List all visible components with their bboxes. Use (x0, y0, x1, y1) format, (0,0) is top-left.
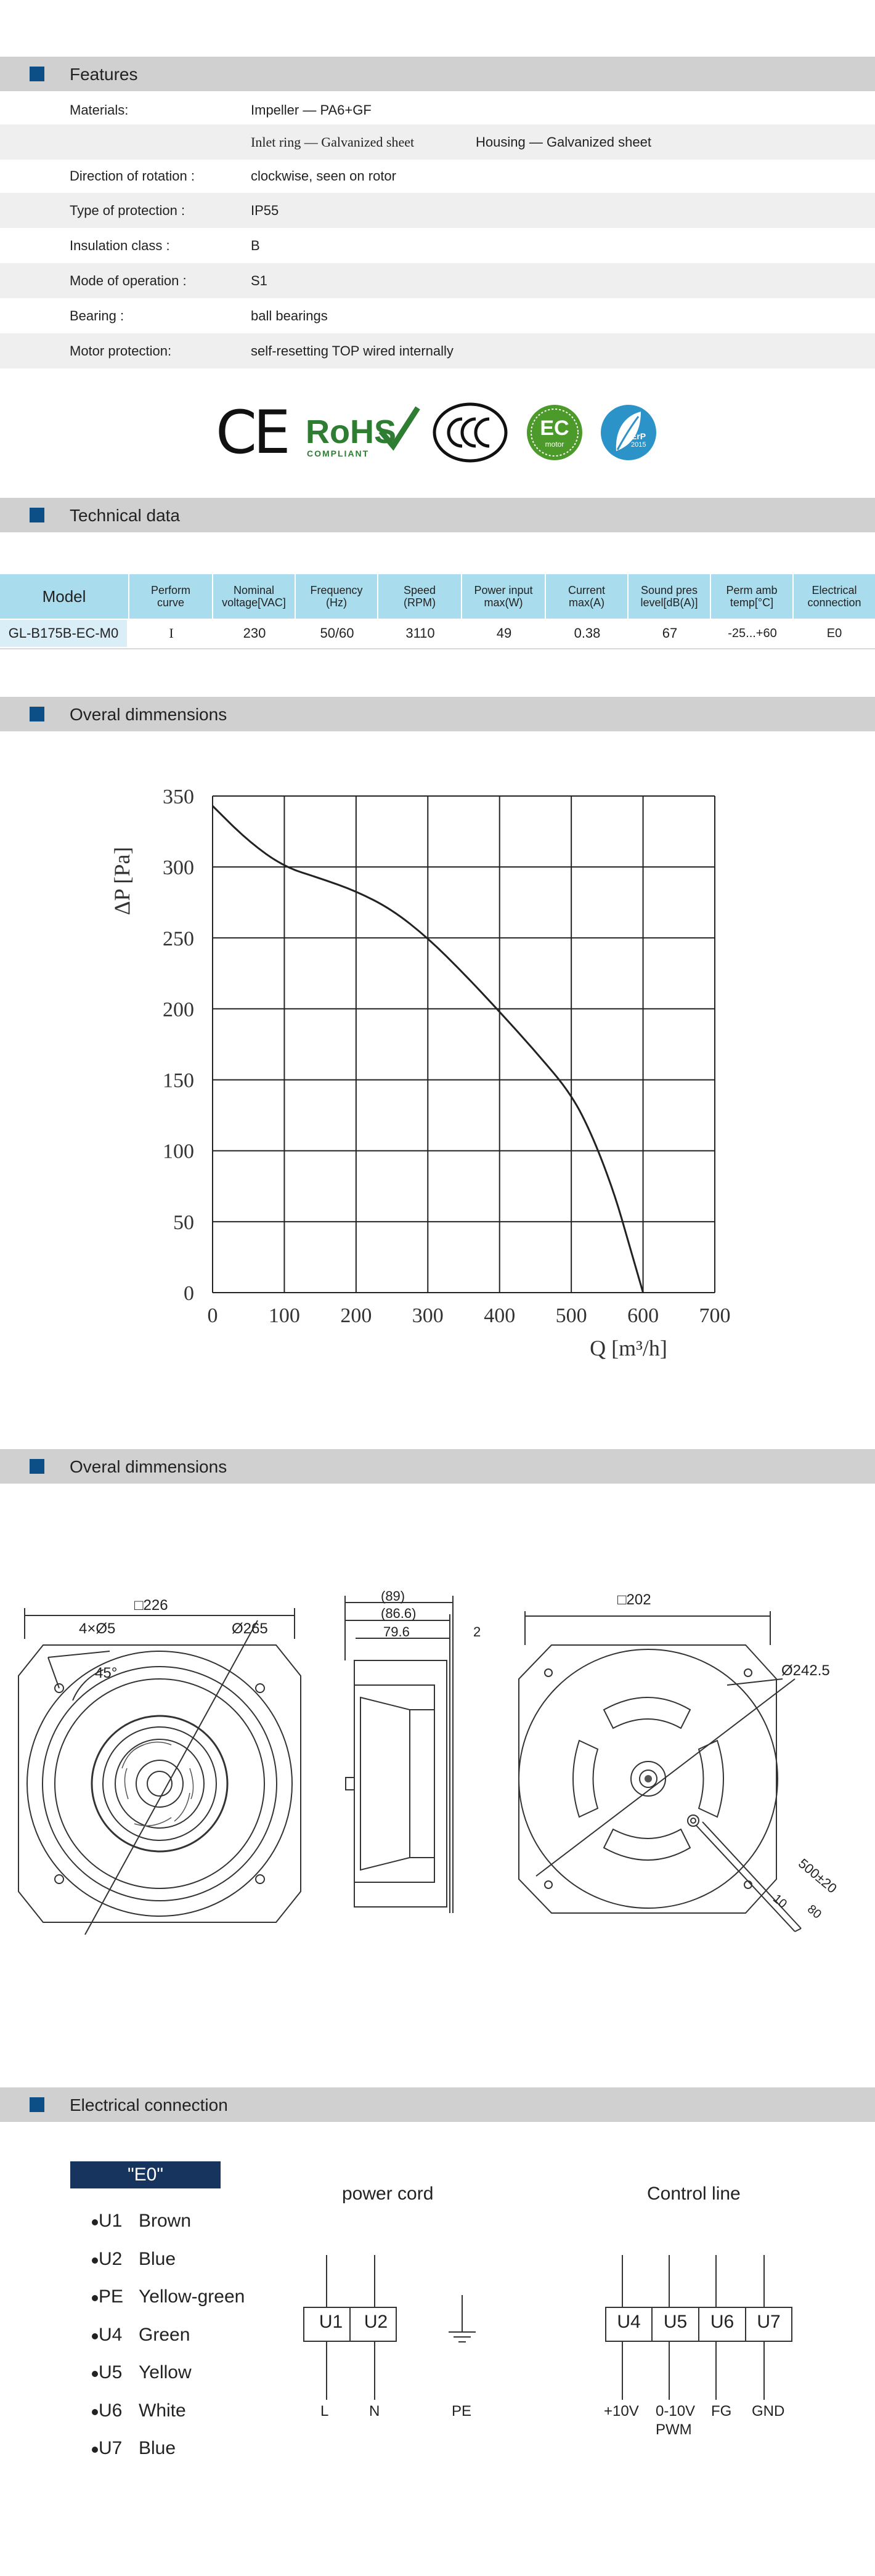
x-tick-label: 100 (268, 1304, 300, 1327)
col-model: Model (0, 574, 129, 619)
feature-label: Motor protection: (70, 343, 172, 359)
section-marker (30, 2097, 44, 2112)
legend-item: U6 White (99, 2400, 186, 2421)
terminal-u6: U6 (710, 2312, 735, 2332)
y-tick-label: 150 (163, 1069, 194, 1092)
x-tick-label: 0 (207, 1304, 218, 1327)
rohs-logo: RoHS COMPLIANT (303, 396, 420, 469)
electrical-title: Electrical connection (70, 2095, 228, 2115)
side-dim-89: (89) (381, 1588, 405, 1604)
chart-grid (213, 796, 715, 1293)
feature-label: Insulation class : (70, 238, 170, 253)
legend-item: U1 Brown (99, 2211, 191, 2232)
cell-sound: 67 (662, 625, 678, 641)
y-tick-label: 100 (163, 1140, 194, 1163)
section-marker (30, 508, 44, 522)
x-tick-label: 700 (699, 1304, 731, 1327)
ccc-logo (431, 396, 509, 469)
cell-speed: 3110 (405, 625, 435, 641)
feature-label: Materials: (70, 102, 129, 118)
cable-length-dim: 500±20 (795, 1855, 840, 1896)
col-voltage: Nominal voltage[VAC] (213, 574, 296, 619)
label-pwm: PWM (656, 2421, 692, 2438)
cell-frequency: 50/60 (320, 625, 354, 641)
technical-header (0, 498, 875, 532)
back-side-dim: □202 (617, 1591, 651, 1608)
back-view-drawing (505, 1587, 850, 1969)
feature-row-inlet (0, 124, 875, 160)
label-10v: +10V (604, 2403, 639, 2420)
feature-label: Mode of operation : (70, 273, 187, 288)
x-tick-label: 600 (627, 1304, 659, 1327)
x-axis-label: Q [m³/h] (590, 1336, 667, 1360)
x-tick-label: 400 (484, 1304, 516, 1327)
terminal-u7: U7 (757, 2312, 781, 2332)
cell-current: 0.38 (574, 625, 601, 641)
power-cord-diagram (301, 2255, 486, 2415)
cell-voltage: 230 (243, 625, 266, 641)
ccc-mark-icon (431, 396, 509, 469)
label-fg: FG (711, 2403, 732, 2420)
cell-power: 49 (496, 625, 512, 641)
feature-row-materials (0, 92, 875, 128)
terminal-u5: U5 (663, 2312, 688, 2332)
y-tick-label: 50 (173, 1211, 194, 1234)
label-pe: PE (452, 2403, 472, 2420)
feature-value: clockwise, seen on rotor (251, 168, 396, 184)
curve-header (0, 697, 875, 731)
terminal-u2: U2 (364, 2312, 388, 2332)
feature-value-housing: Housing — Galvanized sheet (476, 134, 651, 150)
legend-item: U7 Blue (99, 2438, 176, 2459)
curve-title: Overal dimmensions (70, 705, 227, 724)
feature-value: B (251, 238, 260, 253)
terminal-u4: U4 (617, 2312, 641, 2332)
label-l: L (320, 2403, 329, 2420)
features-title: Features (70, 65, 138, 84)
feature-value: self-resetting TOP wired internally (251, 343, 454, 359)
feature-row-motor-protection (0, 333, 875, 368)
y-tick-label: 300 (163, 856, 194, 880)
y-tick-label: 350 (163, 786, 194, 808)
y-axis-label: ΔP [Pa] (110, 847, 134, 916)
legend-item: U2 Blue (99, 2249, 176, 2270)
ce-mark: CE (216, 398, 287, 467)
col-frequency: Frequency (Hz) (296, 574, 378, 619)
features-header (0, 57, 875, 91)
col-sound: Sound pres level[dB(A)] (629, 574, 711, 619)
section-marker (30, 707, 44, 721)
cell-model: GL-B175B-EC-M0 (0, 620, 127, 647)
e0-badge: "E0" (70, 2161, 221, 2188)
tech-table-header (0, 574, 875, 620)
legend-item: U4 Green (99, 2325, 190, 2346)
label-n: N (369, 2403, 380, 2420)
feature-label: Type of protection : (70, 203, 185, 218)
side-dim-866: (86.6) (381, 1606, 417, 1621)
cell-temp: -25...+60 (728, 626, 777, 640)
terminal-u1: U1 (319, 2312, 343, 2332)
feature-row-insulation (0, 228, 875, 263)
cell-curve: I (169, 625, 174, 641)
col-perform-curve: Perform curve (129, 574, 213, 619)
feature-value: Inlet ring — Galvanized sheet (251, 134, 415, 150)
x-tick-label: 500 (555, 1304, 587, 1327)
cable-dim-80: 80 (804, 1902, 824, 1922)
side-dim-2: 2 (473, 1624, 481, 1639)
feature-label: Direction of rotation : (70, 168, 195, 184)
section-marker (30, 1459, 44, 1474)
feature-value: Impeller — PA6+GF (251, 102, 372, 118)
col-current: Current max(A) (546, 574, 629, 619)
front-diameter-dim: Ø265 (232, 1620, 268, 1637)
back-diameter-dim: Ø242.5 (781, 1662, 830, 1679)
y-tick-label: 0 (184, 1282, 194, 1305)
x-tick-label: 300 (412, 1304, 444, 1327)
y-tick-label: 250 (163, 927, 194, 951)
dimensions-header (0, 1449, 875, 1484)
col-temp: Perm amb temp[°C] (711, 574, 794, 619)
tech-table-row (0, 620, 875, 649)
cable-dim-10: 10 (770, 1891, 790, 1911)
front-side-dim: □226 (134, 1597, 168, 1614)
x-tick-label: 200 (340, 1304, 372, 1327)
front-angle-dim: 45° (95, 1665, 118, 1681)
front-view-drawing (11, 1583, 307, 1953)
side-dim-796: 79.6 (383, 1624, 410, 1639)
erp-leaf-icon (598, 396, 659, 469)
section-marker (30, 67, 44, 81)
legend-item: U5 Yellow (99, 2362, 192, 2383)
electrical-header (0, 2087, 875, 2122)
col-power: Power input max(W) (462, 574, 546, 619)
feature-value: IP55 (251, 203, 279, 218)
check-icon (377, 404, 420, 453)
feature-value: S1 (251, 273, 267, 288)
control-line-diagram (603, 2255, 800, 2415)
feature-row-operation (0, 263, 875, 298)
label-gnd: GND (752, 2403, 785, 2420)
technical-title: Technical data (70, 506, 181, 525)
label-0-10v: 0-10V (656, 2403, 696, 2420)
feature-value: ball bearings (251, 308, 328, 323)
feature-label: Bearing : (70, 308, 124, 323)
feature-row-rotation (0, 158, 875, 193)
legend-item: PE Yellow-green (99, 2286, 245, 2307)
cell-connection: E0 (826, 626, 842, 640)
control-line-title: Control line (647, 2184, 741, 2204)
dimensions-title: Overal dimmensions (70, 1457, 227, 1476)
front-holes-dim: 4×Ø5 (79, 1620, 116, 1637)
power-cord-title: power cord (342, 2184, 434, 2204)
side-view-drawing (342, 1587, 490, 1919)
erp-logo: ErP 2015 (598, 396, 659, 469)
feature-row-protection (0, 193, 875, 228)
performance-chart (92, 770, 746, 1374)
col-speed: Speed (RPM) (378, 574, 462, 619)
col-connection: Electrical connection (807, 584, 861, 609)
ec-motor-logo: EC motor (524, 396, 585, 469)
feature-row-bearing (0, 298, 875, 333)
y-tick-label: 200 (163, 998, 194, 1022)
